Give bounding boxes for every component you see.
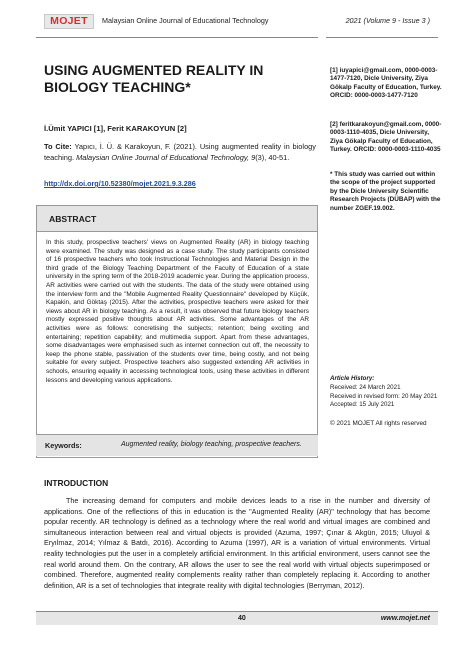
abstract-header <box>37 206 317 232</box>
citation-text: Yapıcı, İ. Ü. & Karakoyun, F. (2021). Using augmented reality in biology teaching. <box>44 142 316 162</box>
abstract-box <box>36 205 318 458</box>
journal-logo: MOJET <box>44 14 94 29</box>
volume-issue: 2021 (Volume 9 - Issue 3 ) <box>345 16 430 25</box>
main-divider <box>36 37 318 38</box>
article-history <box>330 375 442 410</box>
citation-pages: (3), 40-51. <box>255 152 290 162</box>
page-number: 40 <box>238 615 246 622</box>
doi-link[interactable]: http://dx.doi.org/10.52380/mojet.2021.9.3.286 <box>44 179 196 188</box>
keywords-bar <box>36 434 318 456</box>
history-accepted: Accepted: 15 July 2021 <box>330 401 395 409</box>
project-note: * This study was carried out within the scope of the project supported by the Dicle University Scientific Research Projects (DÜBAP) with the number ZGEF.19.002. <box>330 171 441 212</box>
abstract-text: In this study, prospective teachers' views on Augmented Reality (AR) in biology teaching were examined. The study was designed as a case study. The study participants consisted of 16 prospective teachers who took Instructional Technologies and Material Design in the third grade of the Biology Teaching Department of the Faculty of Education of a state university in the spring term of the 2018-2019 academic year. During the application process, AR activities were carried out with the students. The data of the study were obtained using the interview form and the "Mobile Augmented Reality Questionnaire" developed by Küçük, Kapakin, and Göktaş (2015). After the activities, prospective teachers were asked for their views about AR in biology teaching. As a result, it was observed that future biology teachers mostly expressed positive thoughts about AR activities. Some advantages of the AR activities were as follows: concretising the subjects; retention; being exciting and entertaining; repetition capability; and multimedia support. Apart from these advantages, some disadvantages were emphasised such as internet connection cut off, the necessity to keep the phone stable, passivation of the students over time, being costly, and not being suitable for every subject. Prospective teachers also suggested extending AR activities in schools, ensuring equality in accessing technological tools, using these activities in different lessons and developing various applications. <box>46 239 309 384</box>
history-received: Received: 24 March 2021 <box>330 383 401 391</box>
citation-journal: Malaysian Online Journal of Educational Technology, 9 <box>76 152 256 162</box>
history-revised: Received in revised form: 20 May 2021 <box>330 392 438 400</box>
author-1-info: [1] iuyapici@gmail.com, 0000-0003-1477-7120, Dicle University, Ziya Gökalp Faculty of Education, Turkey. ORCID: 0000-0003-1477-7120 <box>330 67 442 100</box>
keywords-text: Augmented reality, biology teaching, prospective teachers. <box>121 441 302 448</box>
article-title: USING AUGMENTED REALITY IN BIOLOGY TEACHING* <box>44 62 264 95</box>
history-title: Article History: <box>330 375 375 382</box>
citation <box>44 142 316 163</box>
copyright-notice: © 2021 MOJET All rights reserved <box>330 420 427 427</box>
keywords-label: Keywords: <box>45 441 82 450</box>
introduction-heading: INTRODUCTION <box>44 478 109 488</box>
authors: İ.Ümit YAPICI [1], Ferit KARAKOYUN [2] <box>44 124 187 133</box>
footer-bar <box>36 612 438 625</box>
page-header <box>44 14 430 29</box>
abstract-heading: ABSTRACT <box>49 214 97 224</box>
introduction-text: The increasing demand for computers and mobile devices leads to a rise in the number and diversity of applications. One of the reflections of this in education is the "Augmented Reality (AR)" technology that has become popular recently. AR technology is defined as a technology where the real world and virtual images are combined and simultaneous interaction between real and virtual objects is provided (Azuma, 1997; Çınar & Akgün, 2015; Uluyol & Eryılmaz, 2014; Yılmaz & Batdı, 2016). According to Azuma (1997), AR is a variation of virtual environments. Virtual reality technologies put the user in a completely artificial environment. In this artificial environment, users cannot see the real world around them. On the contrary, AR allows the user to see the real world with virtual objects superimposed or combined. Therefore, augmented reality complements reality rather than completely replacing it. According to another definition, AR is a set of technologies that integrate reality with digital technologies (Berryman, 2012). <box>44 496 430 590</box>
author-2-info: [2] feritkarakoyun@gmail.com, 0000-0003-1110-4035, Dicle University, Ziya Gökalp Faculty of Education, Turkey. ORCID: 0000-0003-1110-4035 <box>330 121 442 154</box>
journal-website[interactable]: www.mojet.net <box>380 615 430 622</box>
citation-label: To Cite: <box>44 142 72 151</box>
sidebar-divider <box>326 37 438 38</box>
journal-name: Malaysian Online Journal of Educational Technology <box>102 16 269 25</box>
